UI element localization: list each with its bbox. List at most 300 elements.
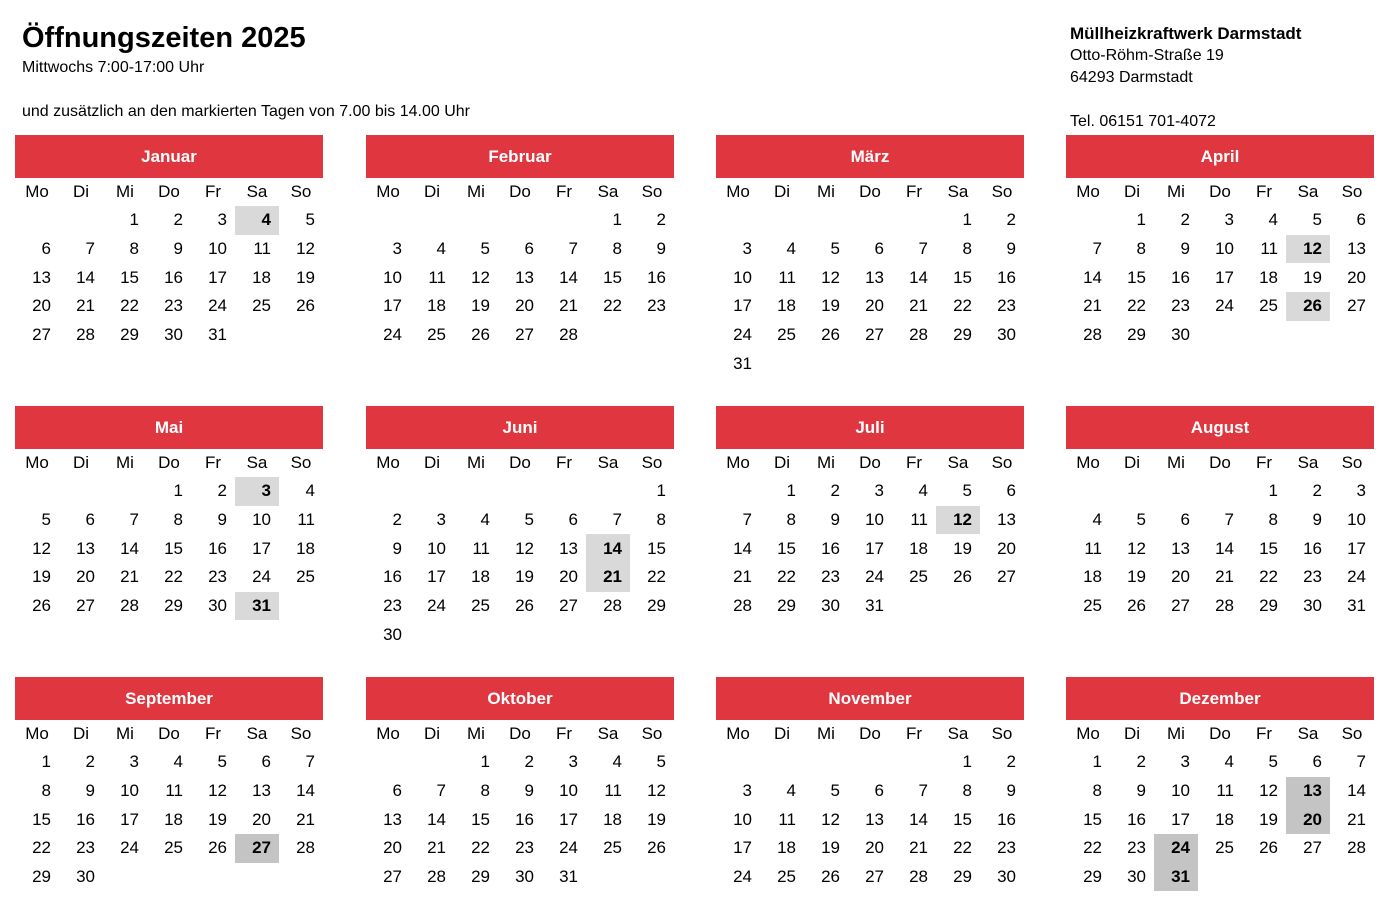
weekday-label: Di [423,724,441,743]
day-cell: 24 [252,567,271,587]
day-cell: 13 [865,267,884,287]
day-cell: 22 [777,567,796,587]
empty-cell [542,206,586,235]
day-cell: 26 [296,296,315,316]
day-cell: 5 [1268,752,1278,772]
day-cell: 1 [41,752,51,772]
day-cell: 29 [777,596,796,616]
day-cell: 5 [305,210,315,230]
day-cell: 10 [383,267,402,287]
day-cell: 4 [612,752,622,772]
month-juni [366,406,674,649]
day-cell: 31 [559,867,578,887]
day-cell: 8 [480,781,490,801]
day-cell: 20 [997,538,1016,558]
month-grid [366,449,674,649]
day-cell: 4 [786,239,796,259]
day-cell: 24 [559,838,578,858]
day-cell: 1 [1092,752,1102,772]
marked-day: 20 [1286,805,1330,834]
day-cell: 29 [164,596,183,616]
day-cell: 13 [515,267,534,287]
day-cell: 11 [428,267,446,287]
day-cell: 4 [436,239,446,259]
weekday-label: Mo [726,724,750,743]
marked-day: 4 [235,206,279,235]
day-cell: 28 [1215,596,1234,616]
day-cell: 10 [427,538,446,558]
day-cell: 17 [1171,809,1190,829]
weekday-label: Fr [204,724,222,743]
day-cell: 17 [120,809,139,829]
weekday-label: Do [859,182,881,201]
day-cell: 24 [1347,567,1366,587]
day-cell: 10 [733,809,752,829]
day-cell: 30 [164,325,183,345]
day-cell: 8 [962,239,972,259]
weekday-label: Fr [1255,182,1273,201]
day-cell: 5 [524,510,534,530]
day-cell: 5 [962,481,972,501]
weekday-label: Di [1123,182,1141,201]
day-cell: 6 [1356,210,1366,230]
month-grid [716,178,1024,378]
day-cell: 23 [1171,296,1190,316]
day-cell: 20 [865,838,884,858]
month-september [15,677,323,891]
day-cell: 23 [164,296,183,316]
weekday-label: Do [509,724,531,743]
day-cell: 3 [1356,481,1366,501]
day-cell: 19 [1303,267,1322,287]
weekday-label: Sa [597,724,619,743]
day-cell: 30 [997,325,1016,345]
day-cell: 13 [997,510,1016,530]
marked-day: 27 [235,834,279,863]
month-header: Oktober [366,677,674,720]
weekday-label: Sa [947,453,969,472]
day-cell: 2 [1006,210,1016,230]
day-cell: 30 [208,596,227,616]
day-cell: 11 [253,239,271,259]
day-cell: 11 [604,781,622,801]
weekday-label: So [1341,453,1363,472]
weekday-label: Mo [376,724,400,743]
phone-number: Tel. 06151 701-4072 [1070,113,1216,130]
month-august [1066,406,1374,620]
day-cell: 25 [427,325,446,345]
day-cell: 8 [962,781,972,801]
day-cell: 14 [1083,267,1102,287]
day-cell: 20 [252,809,271,829]
weekday-label: Fr [1255,453,1273,472]
day-cell: 15 [647,538,666,558]
day-cell: 11 [778,267,796,287]
day-cell: 12 [1127,538,1146,558]
weekday-label: Mi [1167,724,1185,743]
day-cell: 9 [524,781,534,801]
day-cell: 25 [603,838,622,858]
day-cell: 5 [41,510,51,530]
day-cell: 15 [120,267,139,287]
day-cell: 16 [647,267,666,287]
empty-cell [15,206,59,235]
weekday-label: Sa [947,724,969,743]
month-grid [15,449,323,620]
day-cell: 27 [1171,596,1190,616]
day-cell: 29 [953,325,972,345]
day-cell: 21 [120,567,139,587]
day-cell: 31 [1347,596,1366,616]
day-cell: 21 [1347,809,1366,829]
empty-cell [59,206,103,235]
day-cell: 29 [647,596,666,616]
day-cell: 15 [1127,267,1146,287]
month-mai [15,406,323,620]
empty-cell [1198,477,1242,506]
day-cell: 14 [909,809,928,829]
weekday-label: So [641,724,663,743]
day-cell: 16 [997,267,1016,287]
day-cell: 14 [296,781,315,801]
day-cell: 18 [471,567,490,587]
day-cell: 6 [1180,510,1190,530]
empty-cell [59,477,103,506]
month-april [1066,135,1374,349]
month-grid [15,178,323,349]
day-cell: 3 [742,239,752,259]
day-cell: 3 [392,239,402,259]
day-cell: 1 [1136,210,1146,230]
weekday-label: So [991,182,1013,201]
weekday-label: Sa [1297,182,1319,201]
day-cell: 16 [1171,267,1190,287]
day-cell: 22 [953,296,972,316]
day-cell: 9 [1136,781,1146,801]
empty-cell [410,477,454,506]
day-cell: 5 [1136,510,1146,530]
day-cell: 19 [208,809,227,829]
day-cell: 14 [427,809,446,829]
day-cell: 2 [830,481,840,501]
day-cell: 18 [1259,267,1278,287]
marked-day: 3 [235,477,279,506]
day-cell: 10 [1215,239,1234,259]
day-cell: 4 [173,752,183,772]
day-cell: 5 [1312,210,1322,230]
day-cell: 4 [1268,210,1278,230]
empty-cell [716,206,760,235]
day-cell: 24 [383,325,402,345]
day-cell: 28 [909,325,928,345]
month-header: März [716,135,1024,178]
weekday-label: Mi [467,724,485,743]
day-cell: 12 [821,267,840,287]
day-cell: 24 [120,838,139,858]
day-cell: 9 [85,781,95,801]
day-cell: 19 [1259,809,1278,829]
day-cell: 6 [874,781,884,801]
day-cell: 22 [471,838,490,858]
day-cell: 27 [383,867,402,887]
day-cell: 4 [305,481,315,501]
day-cell: 25 [1259,296,1278,316]
day-cell: 2 [1180,210,1190,230]
day-cell: 1 [786,481,796,501]
weekday-label: Di [1123,724,1141,743]
day-cell: 6 [41,239,51,259]
street-address: Otto-Röhm-Straße 19 [1070,47,1224,64]
day-cell: 29 [953,867,972,887]
weekday-label: So [1341,182,1363,201]
marked-days-note: und zusätzlich an den markierten Tagen von 7.00 bis 14.00 Uhr [22,103,470,120]
day-cell: 31 [208,325,227,345]
day-cell: 23 [997,296,1016,316]
day-cell: 21 [909,296,928,316]
day-cell: 9 [1006,239,1016,259]
weekday-label: So [991,453,1013,472]
month-header: Januar [15,135,323,178]
day-cell: 10 [1171,781,1190,801]
day-cell: 6 [1006,481,1016,501]
day-cell: 28 [76,325,95,345]
day-cell: 18 [777,838,796,858]
month-header: Juli [716,406,1024,449]
day-cell: 12 [1259,781,1278,801]
day-cell: 10 [733,267,752,287]
day-cell: 3 [1224,210,1234,230]
day-cell: 29 [1127,325,1146,345]
facility-name: Müllheizkraftwerk Darmstadt [1070,24,1302,43]
day-cell: 18 [603,809,622,829]
day-cell: 10 [208,239,227,259]
day-cell: 8 [41,781,51,801]
day-cell: 20 [76,567,95,587]
day-cell: 3 [568,752,578,772]
day-cell: 23 [515,838,534,858]
weekday-label: So [290,453,312,472]
day-cell: 7 [436,781,446,801]
day-cell: 17 [559,809,578,829]
marked-day: 13 [1286,777,1330,806]
day-cell: 4 [1224,752,1234,772]
day-cell: 10 [865,510,884,530]
day-cell: 11 [910,510,928,530]
weekday-label: Mo [1076,724,1100,743]
month-grid [716,449,1024,620]
day-cell: 10 [252,510,271,530]
day-cell: 6 [524,239,534,259]
weekday-label: Sa [246,724,268,743]
empty-cell [716,748,760,777]
weekday-label: Sa [246,453,268,472]
day-cell: 25 [1083,596,1102,616]
day-cell: 18 [909,538,928,558]
month-dezember [1066,677,1374,891]
day-cell: 30 [1171,325,1190,345]
day-cell: 15 [953,267,972,287]
month-januar [15,135,323,349]
empty-cell [542,477,586,506]
day-cell: 9 [217,510,227,530]
day-cell: 23 [821,567,840,587]
day-cell: 7 [1356,752,1366,772]
day-cell: 15 [471,809,490,829]
day-cell: 21 [76,296,95,316]
day-cell: 19 [515,567,534,587]
day-cell: 21 [427,838,446,858]
day-cell: 7 [918,239,928,259]
weekday-label: Mo [726,453,750,472]
day-cell: 4 [786,781,796,801]
day-cell: 6 [85,510,95,530]
weekday-label: Do [158,182,180,201]
day-cell: 7 [129,510,139,530]
weekday-label: Fr [905,453,923,472]
day-cell: 17 [1215,267,1234,287]
day-cell: 17 [733,296,752,316]
weekday-label: So [641,182,663,201]
day-cell: 8 [1092,781,1102,801]
day-cell: 12 [471,267,490,287]
empty-cell [103,477,147,506]
empty-cell [454,477,498,506]
day-cell: 13 [383,809,402,829]
weekday-label: So [1341,724,1363,743]
day-cell: 12 [296,239,315,259]
day-cell: 12 [821,809,840,829]
day-cell: 3 [129,752,139,772]
day-cell: 21 [909,838,928,858]
weekday-label: Mi [1167,453,1185,472]
day-cell: 13 [1171,538,1190,558]
weekday-label: So [991,724,1013,743]
day-cell: 24 [733,325,752,345]
day-cell: 23 [1303,567,1322,587]
day-cell: 15 [1083,809,1102,829]
day-cell: 14 [76,267,95,287]
marked-day: 24 [1154,834,1198,863]
day-cell: 12 [647,781,666,801]
day-cell: 7 [305,752,315,772]
empty-cell [410,748,454,777]
day-cell: 14 [120,538,139,558]
month-header: Mai [15,406,323,449]
day-cell: 13 [559,538,578,558]
day-cell: 8 [786,510,796,530]
day-cell: 22 [953,838,972,858]
day-cell: 6 [568,510,578,530]
empty-cell [760,206,804,235]
weekday-label: Sa [597,453,619,472]
address-block [1070,23,1301,133]
day-cell: 20 [515,296,534,316]
day-cell: 30 [76,867,95,887]
day-cell: 28 [1083,325,1102,345]
weekday-label: Mi [116,453,134,472]
weekday-label: Mo [376,453,400,472]
day-cell: 9 [1180,239,1190,259]
day-cell: 17 [208,267,227,287]
day-cell: 24 [865,567,884,587]
day-cell: 16 [208,538,227,558]
day-cell: 25 [777,867,796,887]
day-cell: 26 [821,867,840,887]
day-cell: 13 [252,781,271,801]
day-cell: 26 [32,596,51,616]
day-cell: 22 [164,567,183,587]
day-cell: 18 [1083,567,1102,587]
day-cell: 22 [32,838,51,858]
day-cell: 1 [962,752,972,772]
day-cell: 28 [559,325,578,345]
day-cell: 26 [953,567,972,587]
day-cell: 19 [953,538,972,558]
day-cell: 22 [603,296,622,316]
day-cell: 30 [515,867,534,887]
day-cell: 13 [865,809,884,829]
empty-cell [366,477,410,506]
day-cell: 29 [471,867,490,887]
day-cell: 5 [217,752,227,772]
day-cell: 22 [647,567,666,587]
day-cell: 17 [865,538,884,558]
day-cell: 30 [821,596,840,616]
marked-day: 21 [586,563,630,592]
empty-cell [892,206,936,235]
day-cell: 9 [392,538,402,558]
day-cell: 2 [524,752,534,772]
day-cell: 23 [1127,838,1146,858]
marked-day: 12 [1286,235,1330,264]
day-cell: 20 [1347,267,1366,287]
empty-cell [1066,206,1110,235]
weekday-label: Di [773,182,791,201]
weekday-label: Sa [246,182,268,201]
weekday-label: Mo [1076,453,1100,472]
day-cell: 11 [472,538,490,558]
day-cell: 28 [603,596,622,616]
day-cell: 26 [208,838,227,858]
empty-cell [1110,477,1154,506]
day-cell: 22 [1127,296,1146,316]
day-cell: 3 [742,781,752,801]
day-cell: 16 [515,809,534,829]
city-address: 64293 Darmstadt [1070,69,1193,86]
day-cell: 22 [1083,838,1102,858]
day-cell: 15 [603,267,622,287]
weekday-label: Do [509,453,531,472]
day-cell: 27 [997,567,1016,587]
empty-cell [586,477,630,506]
day-cell: 9 [1006,781,1016,801]
day-cell: 1 [129,210,139,230]
empty-cell [498,477,542,506]
day-cell: 29 [120,325,139,345]
day-cell: 13 [76,538,95,558]
month-grid [15,720,323,891]
empty-cell [498,206,542,235]
day-cell: 20 [383,838,402,858]
day-cell: 8 [129,239,139,259]
day-cell: 24 [427,596,446,616]
day-cell: 18 [427,296,446,316]
day-cell: 25 [296,567,315,587]
weekday-label: Mi [817,724,835,743]
day-cell: 27 [32,325,51,345]
day-cell: 21 [1083,296,1102,316]
day-cell: 11 [1216,781,1234,801]
